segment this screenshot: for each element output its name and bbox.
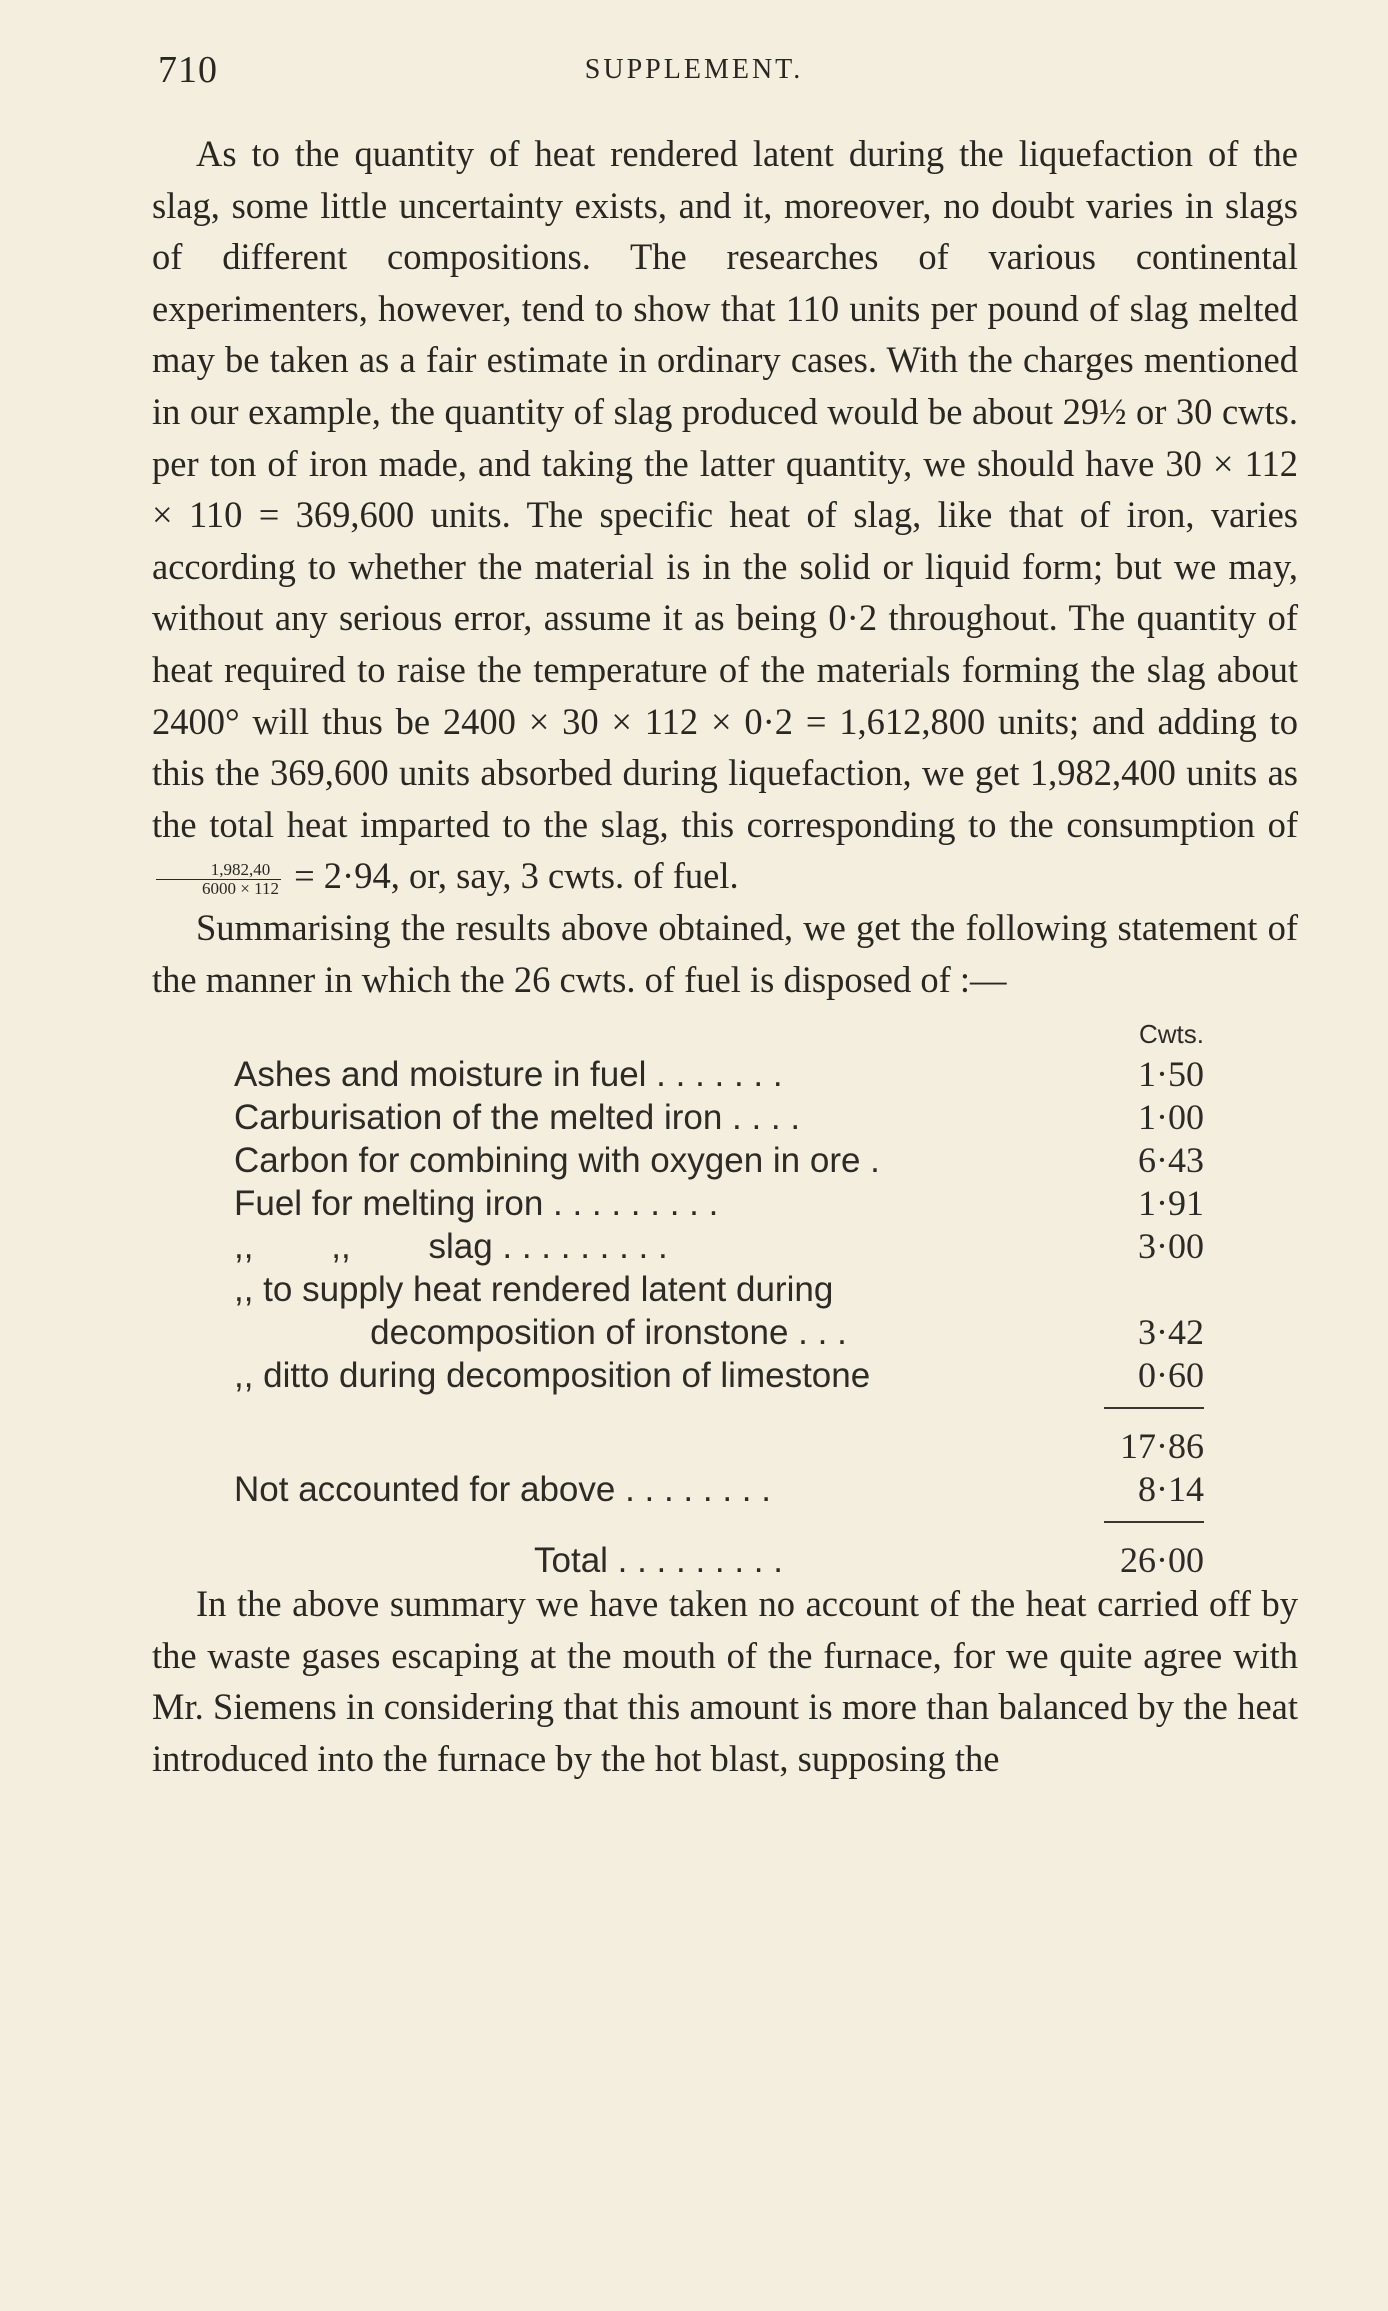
paragraph-waste-gases: In the above summary we have taken no account of the heat carried off by the waste gases escaping at the mouth of the furnace, for we quite agree with Mr. Siemens in considering that this amount is more than balanced by the heat introduced into the furnace by the hot blast, supposing the: [152, 1583, 1298, 1779]
total-label: Total . . . . . . . . .: [534, 1541, 783, 1581]
row-value: 1·91: [1138, 1183, 1204, 1224]
row-label: ,, ,, slag . . . . . . . . .: [234, 1227, 668, 1267]
table-row: [234, 1307, 1204, 1353]
row-value: 1·00: [1138, 1097, 1204, 1138]
subtotal-rule: [234, 1393, 1204, 1421]
total-value: 26·00: [1120, 1540, 1204, 1581]
row-label: ,, ditto during decomposition of limestone: [234, 1356, 871, 1396]
table-row: [234, 1221, 1204, 1267]
table-row: [234, 1135, 1204, 1181]
row-value: 0·60: [1138, 1355, 1204, 1396]
not-accounted-row: [234, 1464, 1204, 1510]
not-accounted-value: 8·14: [1138, 1469, 1204, 1510]
fuel-disposal-table: [234, 1005, 1204, 1581]
subtotal-row: [234, 1421, 1204, 1467]
fraction-denominator: 6000 × 112: [202, 879, 279, 899]
subtotal-value: 17·86: [1120, 1426, 1204, 1467]
table-row: [234, 1350, 1204, 1396]
fuel-fraction: [156, 861, 281, 898]
total-rule: [234, 1507, 1204, 1535]
paragraph-slag-heat: [152, 128, 1298, 902]
row-label: Fuel for melting iron . . . . . . . . .: [234, 1184, 719, 1224]
page-number: 710: [158, 49, 218, 91]
table-row: [234, 1092, 1204, 1138]
not-accounted-label: Not accounted for above . . . . . . . .: [234, 1470, 771, 1510]
paragraph-slag-heat-text: As to the quantity of heat rendered latent during the liquefaction of the slag, some little uncertainty exists, and it, moreover, no doubt varies in slags of different compositions. The researches of various continental experimenters, however, tend to show that 110 units per pound of slag melted may be taken as a fair estimate in ordinary cases. With the charges mentioned in our example, the quantity of slag produced would be about 29½ or 30 cwts. per ton of iron made, and taking the latter quantity, we should have 30 × 112 × 110 = 369,600 units. The specific heat of slag, like that of iron, varies according to whether the material is in the solid or liquid form; but we may, without any serious error, assume it as being 0·2 throughout. The quantity of heat required to raise the temperature of the materials forming the slag about 2400° will thus be 2400 × 30 × 112 × 0·2 = 1,612,800 units; and adding to this the 369,600 units absorbed during liquefaction, we get 1,982,400 units as the total heat imparted to the slag, this corresponding to the consumption of: [152, 133, 1298, 845]
table-row: [234, 1264, 1204, 1310]
fraction-numerator: 1,982,40: [156, 861, 281, 880]
table-row: [234, 1178, 1204, 1224]
paragraph-summary-intro: Summarising the results above obtained, we get the following statement of the manner in which the 26 cwts. of fuel is disposed of :—: [152, 906, 1298, 1000]
row-label: ,, to supply heat rendered latent during: [234, 1270, 834, 1310]
paragraph-slag-heat-end: = 2·94, or, say, 3 cwts. of fuel.: [294, 855, 739, 897]
table-row: [234, 1049, 1204, 1095]
row-value: 3·42: [1138, 1312, 1204, 1353]
row-label: Carbon for combining with oxygen in ore .: [234, 1141, 880, 1181]
row-label: Ashes and moisture in fuel . . . . . . .: [234, 1055, 783, 1095]
row-value: 6·43: [1138, 1140, 1204, 1181]
row-label: Carburisation of the melted iron . . . .: [234, 1098, 801, 1138]
row-value: 1·50: [1138, 1054, 1204, 1095]
page-body: [152, 128, 1298, 1784]
row-label: decomposition of ironstone . . .: [234, 1313, 847, 1353]
total-row: [234, 1535, 1204, 1581]
running-head: SUPPLEMENT.: [584, 54, 804, 85]
row-value: 3·00: [1138, 1226, 1204, 1267]
column-header-cwts: Cwts.: [1139, 1019, 1204, 1050]
page-header: [158, 48, 1230, 92]
